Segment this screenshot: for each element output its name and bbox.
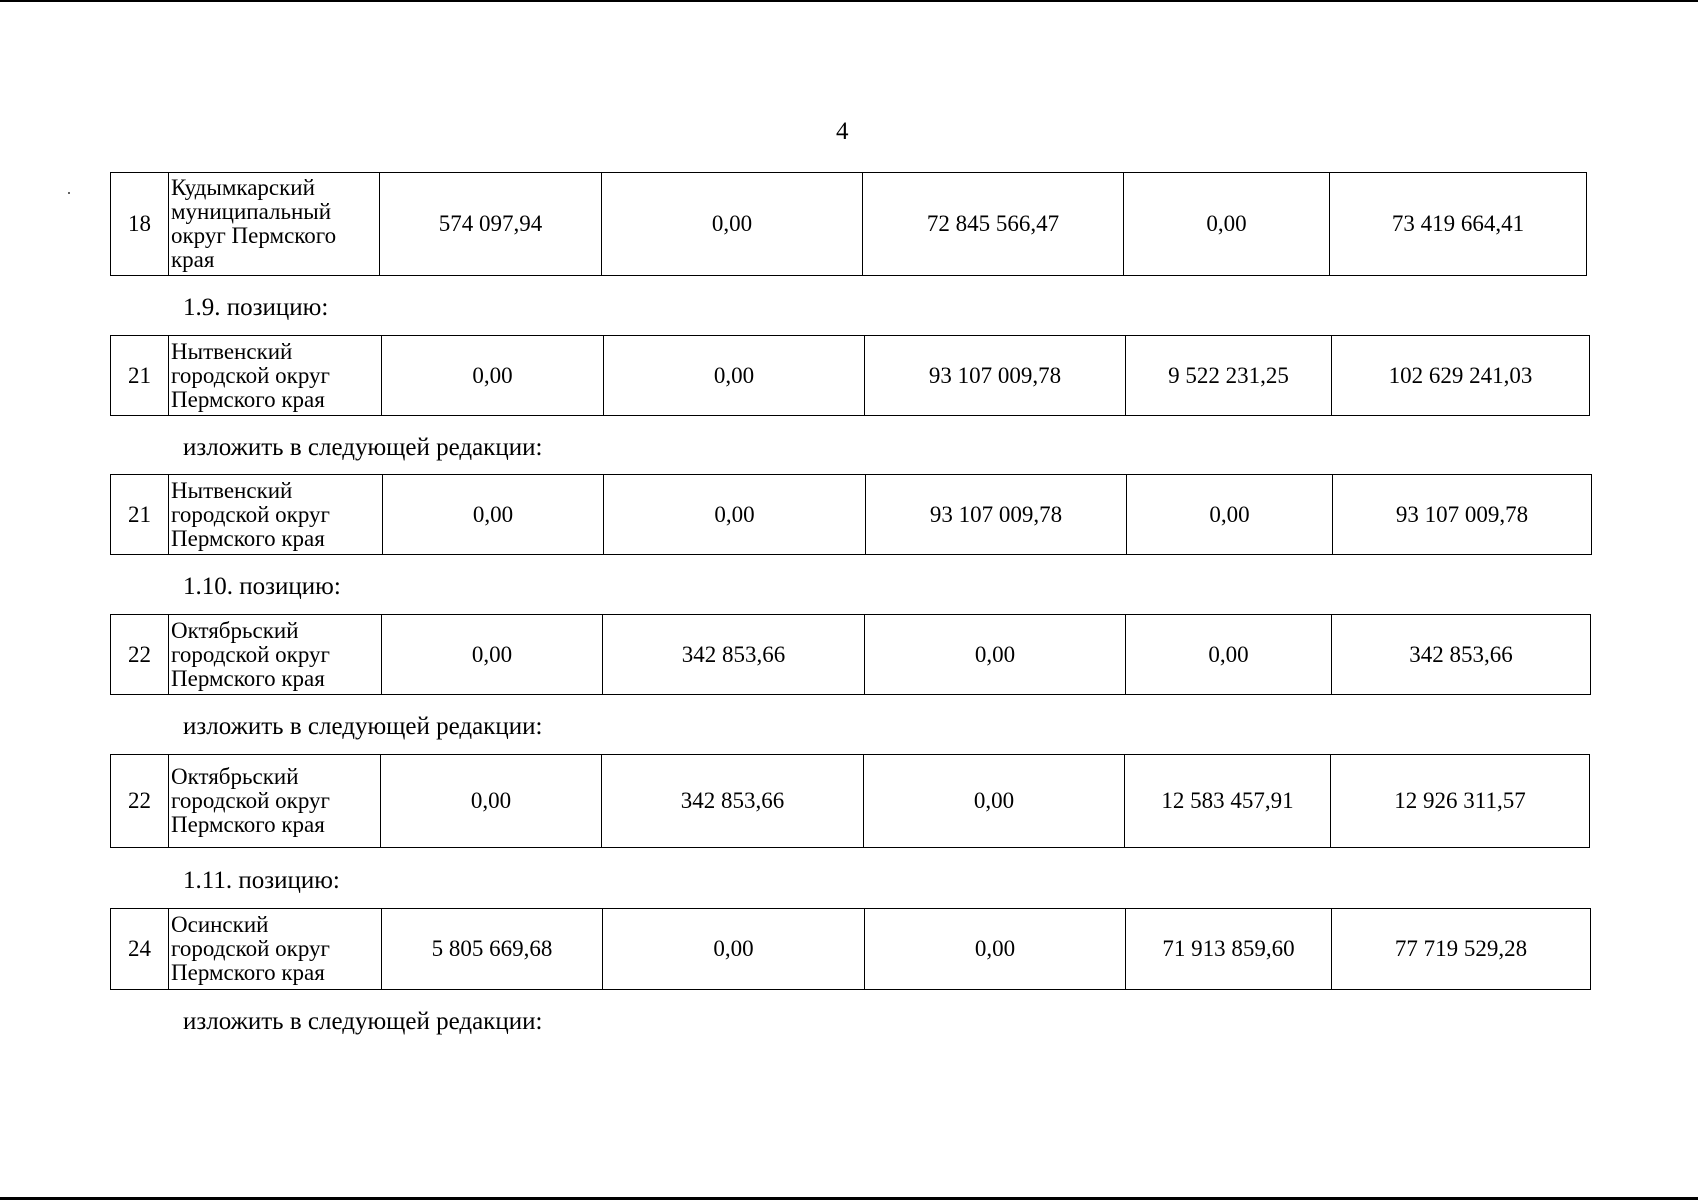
scan-speck — [68, 192, 70, 194]
municipality-name-line: Пермского края — [171, 960, 325, 985]
municipality-name-line: Пермского края — [171, 525, 325, 551]
amount-cell: 77 719 529,28 — [1332, 909, 1591, 990]
page-top-border — [0, 0, 1698, 2]
amount-cell: 71 913 859,60 — [1126, 909, 1332, 990]
amount-cell: 0,00 — [381, 755, 602, 848]
amount-cell: 93 107 009,78 — [1333, 475, 1592, 555]
amount-cell: 93 107 009,78 — [866, 475, 1127, 555]
municipality-table — [110, 754, 1590, 848]
municipality-table — [110, 335, 1590, 416]
table-row — [111, 909, 1591, 990]
amount-cell: 5 805 669,68 — [382, 909, 603, 990]
amount-cell: 0,00 — [865, 909, 1126, 990]
municipality-name-line: Пермского края — [171, 812, 325, 837]
municipality-name-line: городской округ — [171, 641, 330, 667]
amount-cell: 0,00 — [1124, 173, 1330, 276]
row-number-cell: 24 — [111, 909, 169, 990]
municipality-name-line: Нытвенский — [171, 338, 293, 364]
municipality-table — [110, 614, 1591, 695]
municipality-table — [110, 172, 1587, 276]
amount-cell: 342 853,66 — [602, 755, 864, 848]
municipality-name-line: городской округ — [171, 788, 330, 813]
amount-cell: 0,00 — [383, 475, 604, 555]
municipality-name-line: Нытвенский — [171, 477, 293, 503]
page-number: 4 — [836, 118, 849, 145]
paragraph-text: изложить в следующей редакции: — [183, 434, 543, 461]
amount-cell: 9 522 231,25 — [1126, 336, 1332, 416]
paragraph-text: 1.10. позицию: — [183, 573, 341, 600]
municipality-table — [110, 474, 1592, 555]
amount-cell: 342 853,66 — [1332, 615, 1591, 695]
municipality-name-cell — [169, 755, 381, 848]
table-row — [111, 615, 1591, 695]
amount-cell: 0,00 — [865, 615, 1126, 695]
amount-cell: 0,00 — [604, 336, 865, 416]
amount-cell: 72 845 566,47 — [863, 173, 1124, 276]
row-number-cell: 22 — [111, 615, 169, 695]
municipality-name-cell — [169, 173, 380, 276]
amount-cell: 12 583 457,91 — [1125, 755, 1331, 848]
municipality-name-cell — [169, 475, 383, 555]
table-row — [111, 336, 1590, 416]
amount-cell: 574 097,94 — [380, 173, 602, 276]
amount-cell: 0,00 — [864, 755, 1125, 848]
amount-cell: 342 853,66 — [603, 615, 865, 695]
municipality-name-line: Пермского края — [171, 665, 325, 691]
amount-cell: 0,00 — [1127, 475, 1333, 555]
municipality-name-line: городской округ — [171, 501, 330, 527]
municipality-name-line: округ Пермского — [171, 223, 337, 248]
municipality-name-cell — [169, 336, 382, 416]
table-row — [111, 475, 1592, 555]
municipality-name-line: Октябрьский — [171, 617, 299, 643]
amount-cell: 102 629 241,03 — [1332, 336, 1590, 416]
amount-cell: 0,00 — [382, 336, 604, 416]
municipality-name-line: муниципальный — [171, 199, 332, 224]
municipality-name-cell — [169, 615, 382, 695]
table-row — [111, 755, 1590, 848]
table-row — [111, 173, 1587, 276]
amount-cell: 0,00 — [382, 615, 603, 695]
amount-cell: 0,00 — [602, 173, 863, 276]
row-number-cell: 21 — [111, 336, 169, 416]
row-number-cell: 22 — [111, 755, 169, 848]
amount-cell: 0,00 — [603, 909, 865, 990]
row-number-cell: 18 — [111, 173, 169, 276]
municipality-name-cell — [169, 909, 382, 990]
amount-cell: 12 926 311,57 — [1331, 755, 1590, 848]
municipality-table — [110, 908, 1591, 990]
municipality-name-line: Осинский — [171, 912, 269, 937]
paragraph-text: 1.9. позицию: — [183, 294, 329, 321]
paragraph-text: изложить в следующей редакции: — [183, 1008, 543, 1035]
municipality-name-line: городской округ — [171, 362, 330, 388]
amount-cell: 73 419 664,41 — [1330, 173, 1587, 276]
municipality-name-line: Пермского края — [171, 386, 325, 412]
amount-cell: 0,00 — [604, 475, 866, 555]
municipality-name-line: Октябрьский — [171, 764, 299, 789]
paragraph-text: изложить в следующей редакции: — [183, 713, 543, 740]
municipality-name-line: края — [171, 247, 215, 272]
municipality-name-line: городской округ — [171, 936, 330, 961]
paragraph-text: 1.11. позицию: — [183, 867, 340, 894]
amount-cell: 0,00 — [1126, 615, 1332, 695]
municipality-name-line: Кудымкарский — [171, 175, 315, 200]
row-number-cell: 21 — [111, 475, 169, 555]
amount-cell: 93 107 009,78 — [865, 336, 1126, 416]
